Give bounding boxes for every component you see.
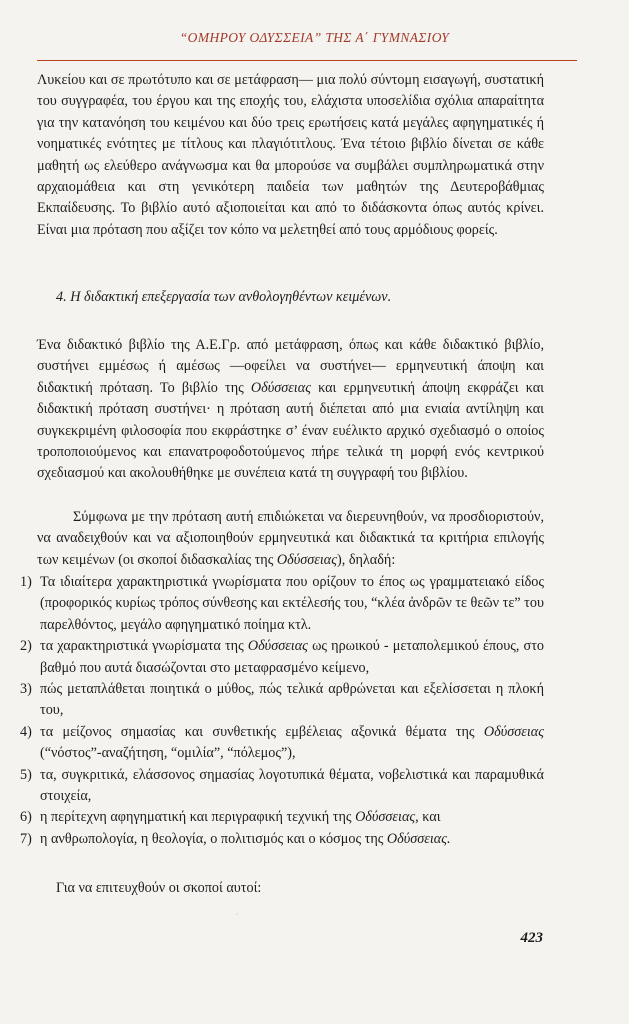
- list-number: 3): [20, 681, 32, 698]
- list-item: [20, 722, 544, 765]
- header-rule: [37, 60, 577, 61]
- text-run: και: [418, 809, 441, 826]
- text-run: και ερμηνευτική άποψη εκφράζει και διδακτική πρόταση συστήνει· η πρόταση αυτή διέπεται από μια ενιαία αντίληψη και συγκεκριμένη φιλοσοφία που εκφράστηκε σ’ έναν ευέλικτο αρχικό σχεδιασμό ο οποίος τροποποιούμενος και επανατροφοδοτούμενος πήρε τελικά τη μορφή ενός κεντρικού σχεδιασμού και ακολουθήθηκε με συνέπεια κατά τη συγγραφή του βιβλίου.: [37, 379, 544, 482]
- running-header: “ΟΜΗΡΟΥ ΟΔΥΣΣΕΙΑ” ΤΗΣ Α΄ ΓΥΜΝΑΣΙΟΥ: [179, 30, 450, 45]
- list-item: [20, 636, 544, 679]
- speck-mark: ·: [236, 912, 238, 918]
- list-number: 1): [20, 574, 32, 590]
- text-run: πώς μεταπλάθεται ποιητικά ο μύθος, πώς τελικά αρθρώνεται και εξελίσσεται η πλοκή του,: [40, 681, 544, 719]
- list-item: [20, 807, 544, 828]
- list-item: [20, 679, 544, 722]
- text-run: ), δηλαδή:: [337, 551, 396, 568]
- list-item: [20, 765, 544, 808]
- italic-title: Οδύσσειας,: [355, 809, 419, 826]
- italic-title: Οδύσσειας: [276, 551, 337, 568]
- list-item: [20, 572, 544, 636]
- text-run: ως ηρωικού - μεταπολεμικού έπους, στο βαθμό που αυτά διασώζονται στο μεταφρασμένο κείμενο,: [40, 638, 544, 676]
- list-number: 7): [20, 830, 32, 847]
- text-run: η ανθρωπολογία, η θεολογία, ο πολιτισμός και ο κόσμος της: [40, 830, 387, 847]
- list-item: [20, 829, 544, 850]
- body-paragraph-1: [37, 335, 544, 485]
- text-run: τα, συγκριτικά, ελάσσονος σημασίας λογοτυπικά θέματα, νοβελιστικά και παραμυθικά στοιχεία,: [40, 766, 544, 805]
- text-run: Σύμφωνα με την πρόταση αυτή επιδιώκεται να διερευνηθούν, να προσδιοριστούν, να αναδειχθούν και να αξιοποιηθούν ερμηνευτικά και διδακτικά τα κριτήρια επιλογής των κειμένων (οι σκοποί διδασκαλίας της: [37, 509, 544, 568]
- list-number: 5): [20, 766, 32, 783]
- closing-line: Για να επιτευχθούν οι σκοποί αυτοί:: [56, 880, 262, 896]
- text-run: (“νόστος”-αναζήτηση, “ομιλία”, “πόλεμος”),: [40, 745, 296, 762]
- text-run: τα χαρακτηριστικά γνωρίσματα της: [40, 638, 248, 655]
- italic-title: Οδύσσειας: [483, 723, 544, 740]
- page-number: 423: [520, 930, 543, 946]
- body-paragraph-2: [37, 507, 544, 571]
- intro-paragraph: [37, 70, 544, 241]
- text-run: Ένα διδακτικό βιβλίο της Α.Ε.Γρ. από μετάφραση, όπως και κάθε διδακτικό βιβλίο, συστήνει εμμέσως ή αμέσως —οφείλει να συστήνει— ερμηνευτική άποψη και διδακτική πρόταση. Το βιβλίο της: [37, 337, 544, 396]
- italic-title: Οδύσσειας.: [386, 830, 451, 847]
- italic-title: Οδύσσειας: [247, 638, 308, 655]
- body-paragraph-2-text: [37, 507, 544, 571]
- intro-paragraph-text: Λυκείου και σε πρωτότυπο και σε μετάφραση— μια πολύ σύντομη εισαγωγή, συστατική του συγγραφέα, του έργου και της εποχής του, ελάχιστα υποσελίδια σχόλια απαραίτητα για την κατανόηση του κειμένου και δύο τρεις ερωτήσεις κατά μεγάλες αφηγηματικές ή νοηματικές ενότητες με τίτλους και πλαγιότιτλους. Ένα τέτοιο βιβλίο δίνεται σε κάθε μαθητή ως ελεύθερο ανάγνωσμα και θα μπορούσε να συμβάλει συμπληρωματικά στην αρχαιομάθεια και στη γενικότερη παιδεία των μαθητών της Δευτεροβάθμιας Εκπαίδευσης. Το βιβλίο αυτό αξιοποιείται και από το διδάσκοντα όπως αυτός κρίνει. Είναι μια πρόταση που αξίζει τον κόπο να μελετηθεί από τους αρμόδιους φορείς.: [37, 72, 544, 238]
- list-number: 2): [20, 638, 32, 655]
- list-number: 6): [20, 809, 32, 826]
- text-run: η περίτεχνη αφηγηματική και περιγραφική τεχνική της: [40, 809, 356, 826]
- body-paragraph-1-text: [37, 335, 544, 485]
- goals-list: [20, 572, 544, 850]
- list-number: 4): [20, 723, 32, 740]
- italic-title: Οδύσσειας: [250, 379, 311, 396]
- section-heading: 4. Η διδακτική επεξεργασία των ανθολογηθέντων κειμένων.: [56, 289, 392, 305]
- text-run: τα μείζονος σημασίας και συνθετικής εμβέλειας αξονικά θέματα της: [40, 723, 484, 740]
- text-run: Τα ιδιαίτερα χαρακτηριστικά γνωρίσματα που ορίζουν το έπος ως γραμματειακό είδος (προφορικός κυρίως τρόπος σύνθεσης και εκτέλεσής του, “κλέα ἀνδρῶν τε θεῶν τε” του παρελθόντος, μεγάλο αφηγηματικό ποίημα κτλ.: [40, 574, 544, 633]
